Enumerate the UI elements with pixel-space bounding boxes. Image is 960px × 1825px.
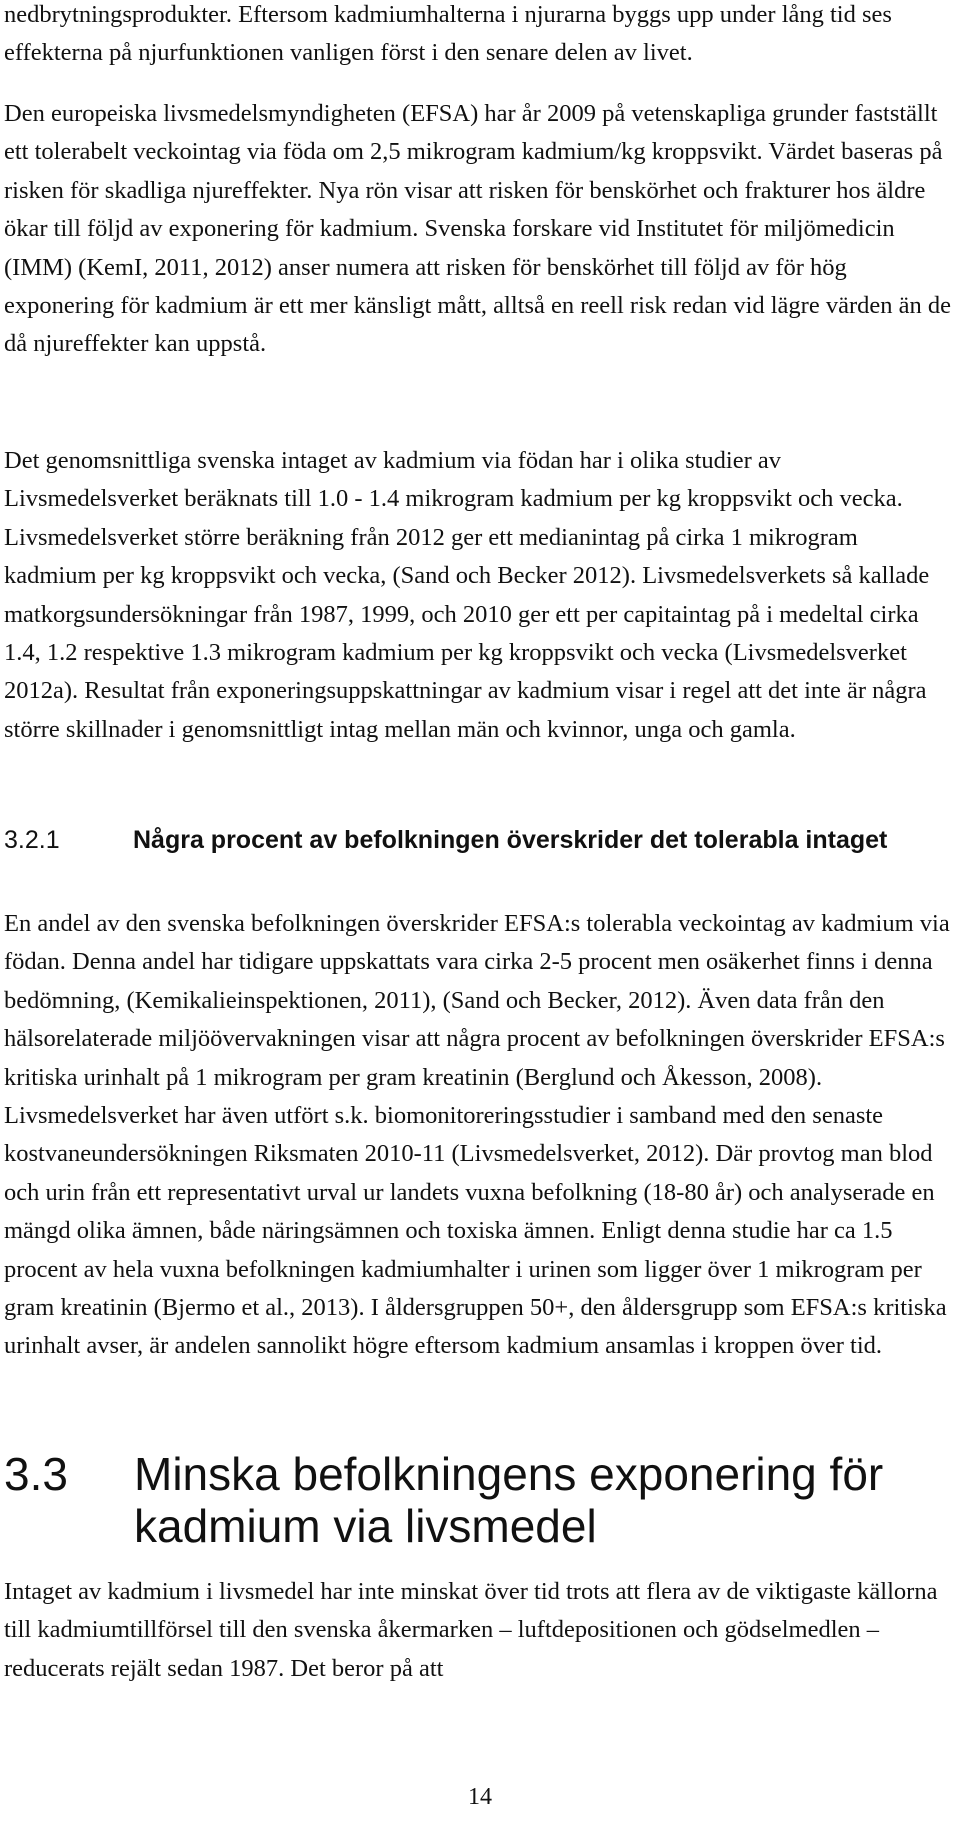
section-title: Minska befolkningens exponering för kadmium via livsmedel — [134, 1448, 884, 1552]
page-number: 14 — [468, 1784, 492, 1810]
paragraph-swedish-intake: Det genomsnittliga svenska intaget av kadmium via födan har i olika studier av Livsmedelsverket beräknats till 1.0 - 1.4 mikrogram kadmium per kg kroppsvikt och vecka. Livsmedelsverket större beräkning från 2012 ger ett medianintag på cirka 1 mikrogram kadmium per kg kroppsvikt och vecka, (Sand och Becker 2012). Livsmedelsverkets så kallade matkorgsundersökningar från 1987, 1999, och 2010 ger ett per capitaintag på i medeltal cirka 1.4, 1.2 respektive 1.3 mikrogram kadmium per kg kroppsvikt och vecka (Livsmedelsverket 2012a). Resultat från exponeringsuppskattningar av kadmium visar i regel att det inte är några större skillnader i genomsnittligt intag mellan män och kvinnor, unga och gamla. — [4, 447, 930, 743]
paragraph-kidney-effects: nedbrytningsprodukter. Eftersom kadmiumhalterna i njurarna byggs upp under lång tid ses effekterna på njurfunktionen vanligen först i den senare delen av livet. — [4, 1, 892, 67]
paragraph-reduce-exposure: Intaget av kadmium i livsmedel har inte minskat över tid trots att flera av de viktigaste källorna till kadmiumtillförsel till den svenska åkermarken – luftdepositionen och gödselmedlen – reducerats rejält sedan 1987. Det beror på att — [4, 1578, 938, 1682]
section-title: Några procent av befolkningen överskrider det tolerabla intaget — [133, 826, 888, 854]
section-number: 3.2.1 — [4, 826, 60, 854]
paragraph-population-exceeding: En andel av den svenska befolkningen överskrider EFSA:s tolerabla veckointag av kadmium via födan. Denna andel har tidigare uppskattats vara cirka 2-5 procent men osäkerhet finns i denna bedömning, (Kemikalieinspektionen, 2011), (Sand och Becker, 2012). Även data från den hälsorelaterade miljöövervakningen visar att några procent av befolkningen överskrider EFSA:s kritiska urinhalt på 1 mikrogram per gram kreatinin (Berglund och Åkesson, 2008). Livsmedelsverket har även utfört s.k. biomonitoreringsstudier i samband med den senaste kostvaneundersökningen Riksmaten 2010-11 (Livsmedelsverket, 2012). Där provtog man blod och urin från ett representativt urval ur landets vuxna befolkning (18-80 år) och analyserade en mängd olika ämnen, både näringsämnen och toxiska ämnen. Enligt denna studie har ca 1.5 procent av hela vuxna befolkningen kadmiumhalter i urinen som ligger över 1 mikrogram per gram kreatinin (Bjermo et al., 2013). I åldersgruppen 50+, den åldersgrupp som EFSA:s kritiska urinhalt avser, är andelen sannolikt högre eftersom kadmium ansamlas i kroppen över tid. — [4, 910, 950, 1360]
paragraph-efsa-tolerable-intake: Den europeiska livsmedelsmyndigheten (EFSA) har år 2009 på vetenskapliga grunder fastställt ett tolerabelt veckointag via föda om 2,5 mikrogram kadmium/kg kroppsvikt. Värdet baseras på risken för skadliga njureffekter. Nya rön visar att risken för benskörhet och frakturer hos äldre ökar till följd av exponering för kadmium. Svenska forskare vid Institutet för miljömedicin (IMM) (KemI, 2011, 2012) anser numera att risken för benskörhet till följd av för hög exponering för kadmium är ett mer känsligt mått, alltså en reell risk redan vid lägre värden än de då njureffekter kan uppstå. — [4, 100, 951, 358]
section-number: 3.3 — [4, 1448, 68, 1500]
